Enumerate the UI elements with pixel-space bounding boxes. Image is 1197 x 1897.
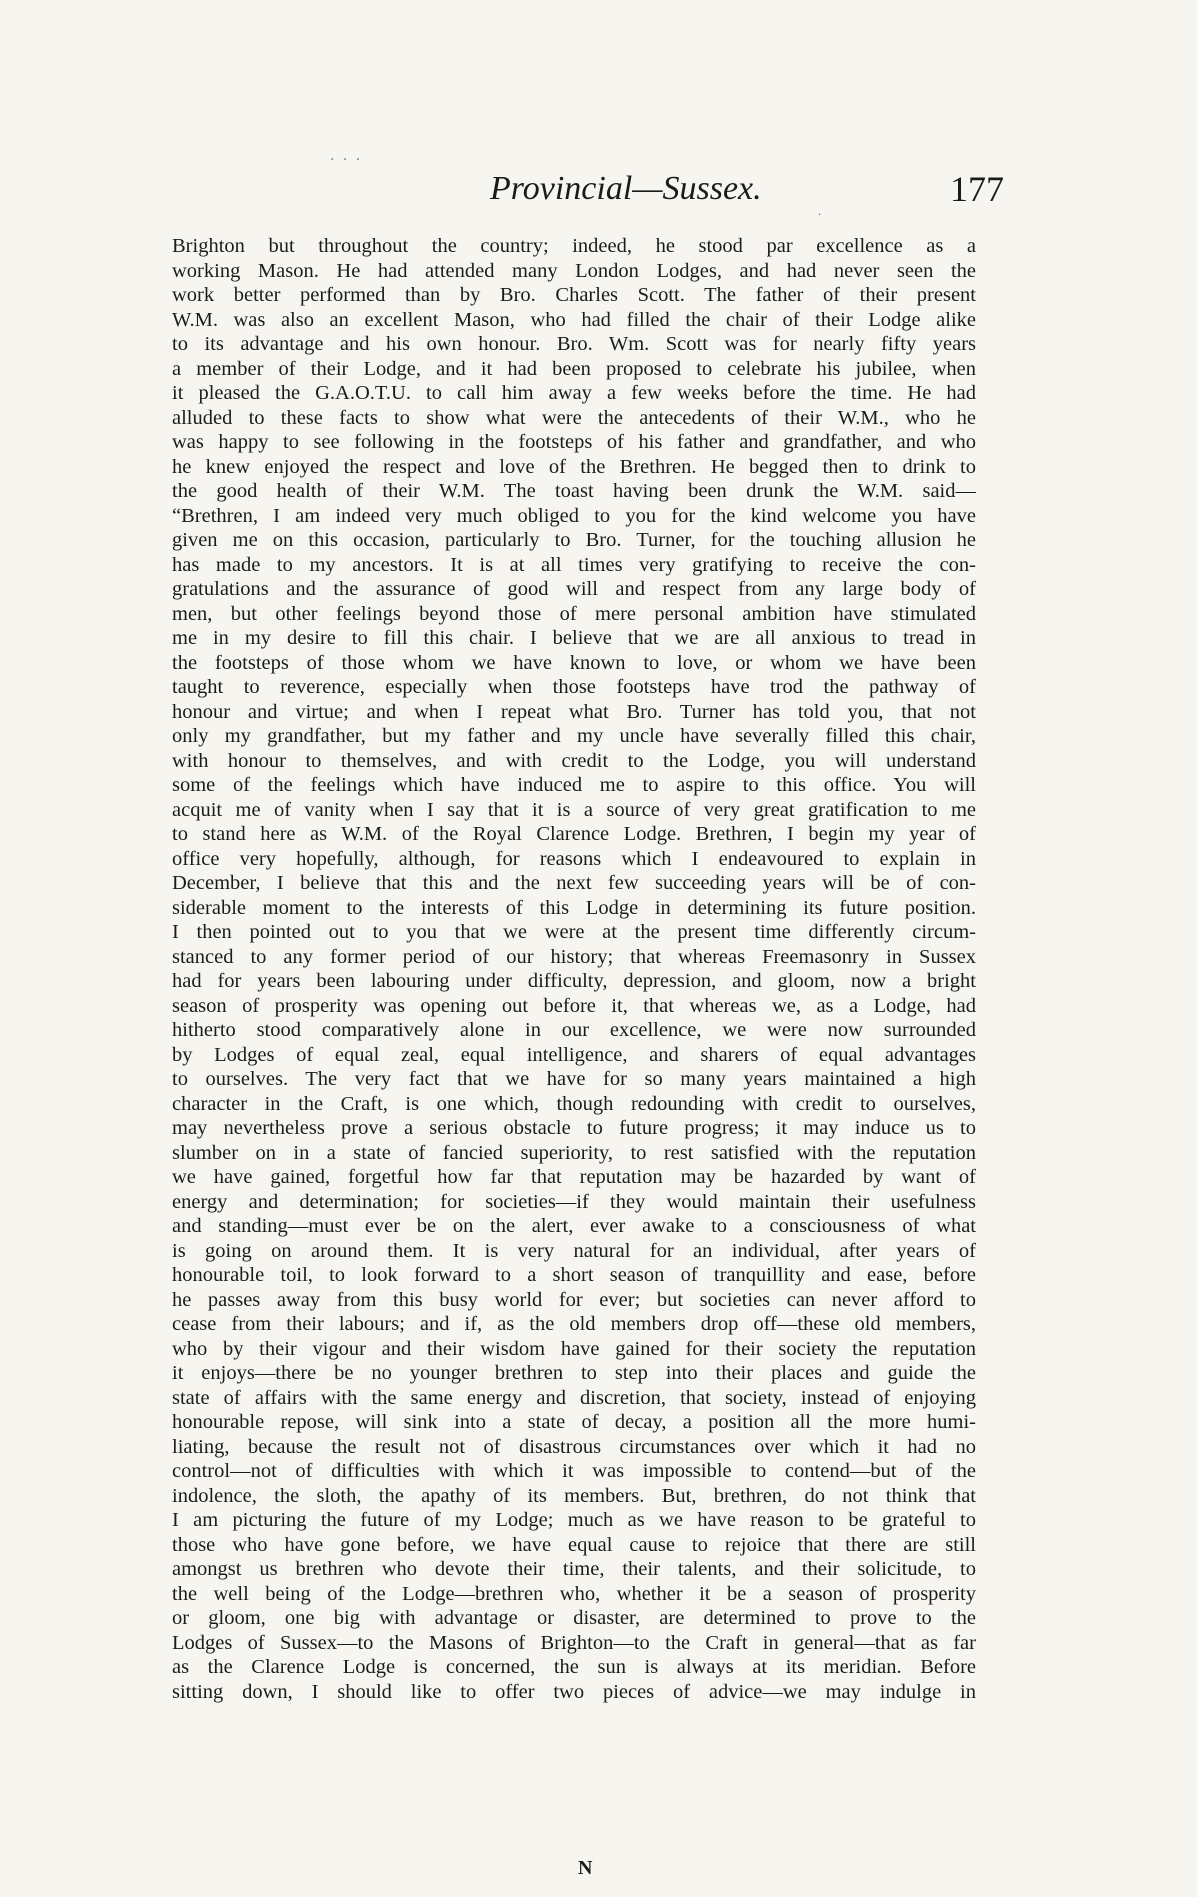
text-line: energy and determination; for societies—if they would maintain their usefulness xyxy=(172,1190,976,1213)
header-dots: . . . xyxy=(330,148,363,164)
text-line: men, but other feelings beyond those of mere personal ambition have stimulated xyxy=(172,602,976,625)
text-line: gratulations and the assurance of good will and respect from any large body of xyxy=(172,578,976,600)
text-line: honourable repose, will sink into a state of decay, a position all the more humi- xyxy=(172,1411,976,1433)
text-line: taught to reverence, especially when those footsteps have trod the pathway of xyxy=(172,676,976,698)
text-line: season of prosperity was opening out before it, that whereas we, as a Lodge, had xyxy=(172,994,976,1017)
signature-mark: N xyxy=(578,1857,593,1879)
text-line: amongst us brethren who devote their time, their talents, and their solicitude, to xyxy=(172,1558,976,1580)
text-line: with honour to themselves, and with credit to the Lodge, you will understand xyxy=(172,749,976,772)
text-line: alluded to these facts to show what were the antecedents of their W.M., who he xyxy=(172,406,976,429)
text-line: work better performed than by Bro. Charles Scott. The father of their present xyxy=(172,284,976,306)
text-line: Lodges of Sussex—to the Masons of Brighton—to the Craft in general—that as far xyxy=(172,1631,976,1654)
text-line: state of affairs with the same energy and discretion, that society, instead of enjoying xyxy=(172,1386,976,1409)
text-line: W.M. was also an excellent Mason, who had filled the chair of their Lodge alike xyxy=(172,308,976,331)
text-line: acquit me of vanity when I say that it is a source of very great gratification to me xyxy=(172,798,976,821)
text-line: cease from their labours; and if, as the old members drop off—these old members, xyxy=(172,1313,976,1335)
text-line: was happy to see following in the footsteps of his father and grandfather, and who xyxy=(172,431,976,453)
text-line: hitherto stood comparatively alone in our excellence, we were now surrounded xyxy=(172,1019,976,1041)
text-line: “Brethren, I am indeed very much obliged to you for the kind welcome you have xyxy=(172,504,976,527)
text-line: may nevertheless prove a serious obstacle to future progress; it may induce us to xyxy=(172,1117,976,1139)
text-line: who by their vigour and their wisdom have gained for their society the reputation xyxy=(172,1337,976,1360)
text-line: as the Clarence Lodge is concerned, the sun is always at its meridian. Before xyxy=(172,1656,976,1678)
text-line: to ourselves. The very fact that we have for so many years maintained a high xyxy=(172,1068,976,1090)
text-line: some of the feelings which have induced me to aspire to this office. You will xyxy=(172,774,976,796)
text-line: I then pointed out to you that we were at the present time differently circum- xyxy=(172,921,976,943)
text-line: given me on this occasion, particularly to Bro. Turner, for the touching allusion he xyxy=(172,529,976,551)
text-line: December, I believe that this and the next few succeeding years will be of con- xyxy=(172,872,976,894)
text-line: it pleased the G.A.O.T.U. to call him away a few weeks before the time. He had xyxy=(172,382,976,404)
text-line: stanced to any former period of our history; that whereas Freemasonry in Sussex xyxy=(172,945,976,968)
body-text xyxy=(172,234,976,1704)
text-line: the footsteps of those whom we have known to love, or whom we have been xyxy=(172,651,976,674)
text-line: office very hopefully, although, for reasons which I endeavoured to explain in xyxy=(172,847,976,870)
text-line: control—not of difficulties with which it was impossible to contend—but of the xyxy=(172,1460,976,1482)
text-line: liating, because the result not of disastrous circumstances over which it had no xyxy=(172,1435,976,1458)
text-line: we have gained, forgetful how far that reputation may be hazarded by want of xyxy=(172,1166,976,1188)
text-line: working Mason. He had attended many London Lodges, and had never seen the xyxy=(172,259,976,282)
text-line: and standing—must ever be on the alert, ever awake to a consciousness of what xyxy=(172,1215,976,1237)
stray-mark: · xyxy=(818,210,822,221)
text-line: honourable toil, to look forward to a short season of tranquillity and ease, before xyxy=(172,1264,976,1286)
text-line: to its advantage and his own honour. Bro. Wm. Scott was for nearly fifty years xyxy=(172,333,976,355)
text-line: only my grandfather, but my father and my uncle have severally filled this chair, xyxy=(172,725,976,747)
text-line: character in the Craft, is one which, though redounding with credit to ourselves, xyxy=(172,1092,976,1115)
text-line: he knew enjoyed the respect and love of the Brethren. He begged then to drink to xyxy=(172,455,976,478)
running-title: Provincial—Sussex. xyxy=(490,170,762,207)
text-line: me in my desire to fill this chair. I believe that we are all anxious to tread in xyxy=(172,627,976,649)
text-line: is going on around them. It is very natural for an individual, after years of xyxy=(172,1239,976,1262)
text-line: it enjoys—there be no younger brethren to step into their places and guide the xyxy=(172,1362,976,1384)
text-line: by Lodges of equal zeal, equal intelligence, and sharers of equal advantages xyxy=(172,1043,976,1066)
text-line: those who have gone before, we have equal cause to rejoice that there are still xyxy=(172,1533,976,1556)
text-line: I am picturing the future of my Lodge; much as we have reason to be grateful to xyxy=(172,1509,976,1531)
text-line: slumber on in a state of fancied superiority, to rest satisfied with the reputation xyxy=(172,1141,976,1164)
text-line: honour and virtue; and when I repeat what Bro. Turner has told you, that not xyxy=(172,700,976,723)
text-line: to stand here as W.M. of the Royal Clarence Lodge. Brethren, I begin my year of xyxy=(172,823,976,845)
text-line: or gloom, one big with advantage or disaster, are determined to prove to the xyxy=(172,1607,976,1629)
text-line: siderable moment to the interests of this Lodge in determining its future position. xyxy=(172,896,976,919)
text-line: indolence, the sloth, the apathy of its members. But, brethren, do not think that xyxy=(172,1484,976,1507)
text-line: the well being of the Lodge—brethren who, whether it be a season of prosperity xyxy=(172,1582,976,1605)
page-number: 177 xyxy=(950,169,1004,209)
text-line: Brighton but throughout the country; indeed, he stood par excellence as a xyxy=(172,235,976,257)
text-line: the good health of their W.M. The toast having been drunk the W.M. said— xyxy=(172,480,976,502)
text-line: had for years been labouring under difficulty, depression, and gloom, now a bright xyxy=(172,970,976,992)
text-line: sitting down, I should like to offer two pieces of advice—we may indulge in xyxy=(172,1680,976,1703)
text-line: a member of their Lodge, and it had been proposed to celebrate his jubilee, when xyxy=(172,357,976,380)
text-line: has made to my ancestors. It is at all times very gratifying to receive the con- xyxy=(172,553,976,576)
text-line: he passes away from this busy world for ever; but societies can never afford to xyxy=(172,1288,976,1311)
